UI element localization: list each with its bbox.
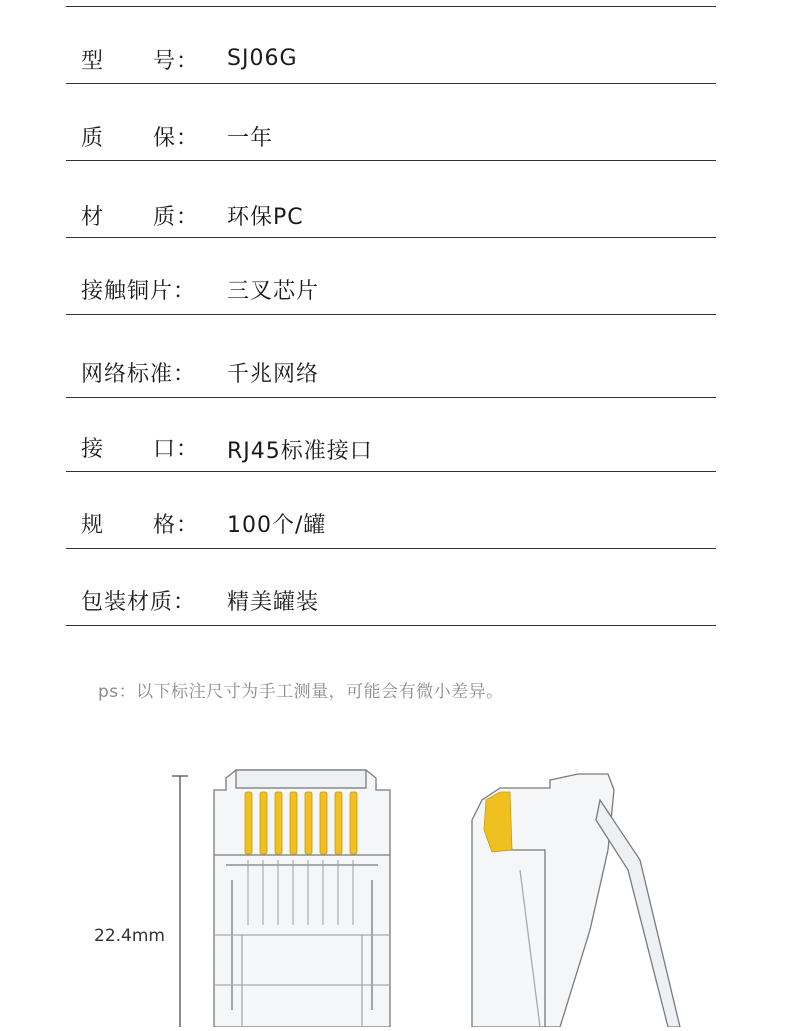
connector-front-view — [214, 770, 390, 1027]
dimension-label: 22.4mm — [94, 926, 165, 946]
label-char: 材 — [81, 205, 105, 230]
spec-value-material: 环保PC — [227, 205, 304, 230]
divider — [66, 160, 716, 161]
label-char: 格： — [152, 513, 199, 538]
divider — [66, 548, 716, 549]
label-char: 接 — [81, 437, 105, 462]
measurement-note: ps：以下标注尺寸为手工测量，可能会有微小差异。 — [98, 682, 504, 702]
label-char: 接触铜片： — [81, 279, 197, 304]
label-char: 保： — [152, 126, 199, 151]
label-char: 型 — [81, 49, 105, 74]
spec-value-interface: RJ45标准接口 — [227, 439, 373, 464]
divider — [66, 471, 716, 472]
spec-label-network — [81, 357, 199, 388]
divider — [66, 237, 716, 238]
spec-label-contact — [81, 274, 199, 305]
spec-value-spec: 100个/罐 — [227, 513, 327, 538]
divider — [66, 314, 716, 315]
spec-value-warranty: 一年 — [227, 126, 274, 151]
spec-label-packaging — [81, 585, 199, 616]
spec-value-packaging: 精美罐装 — [227, 590, 320, 615]
spec-label-spec — [81, 508, 199, 539]
label-char: 口： — [152, 437, 199, 462]
connector-illustration — [0, 730, 790, 1027]
label-char: 网络标准： — [81, 362, 197, 387]
divider — [66, 625, 716, 626]
divider — [66, 83, 716, 84]
spec-value-contact: 三叉芯片 — [227, 279, 320, 304]
divider — [66, 6, 716, 7]
connector-diagram — [0, 730, 790, 1027]
spec-label-warranty — [81, 121, 199, 152]
spec-label-interface — [81, 432, 199, 463]
label-char: 包装材质： — [81, 590, 197, 615]
spec-label-material — [81, 200, 199, 231]
label-char: 质 — [81, 126, 105, 151]
label-char: 质： — [152, 205, 199, 230]
spec-value-network: 千兆网络 — [227, 362, 320, 387]
spec-value-model: SJ06G — [227, 46, 298, 71]
spec-label-model — [81, 44, 199, 75]
divider — [66, 397, 716, 398]
label-char: 号： — [152, 49, 199, 74]
dimension-line — [172, 776, 188, 1027]
label-char: 规 — [81, 513, 105, 538]
